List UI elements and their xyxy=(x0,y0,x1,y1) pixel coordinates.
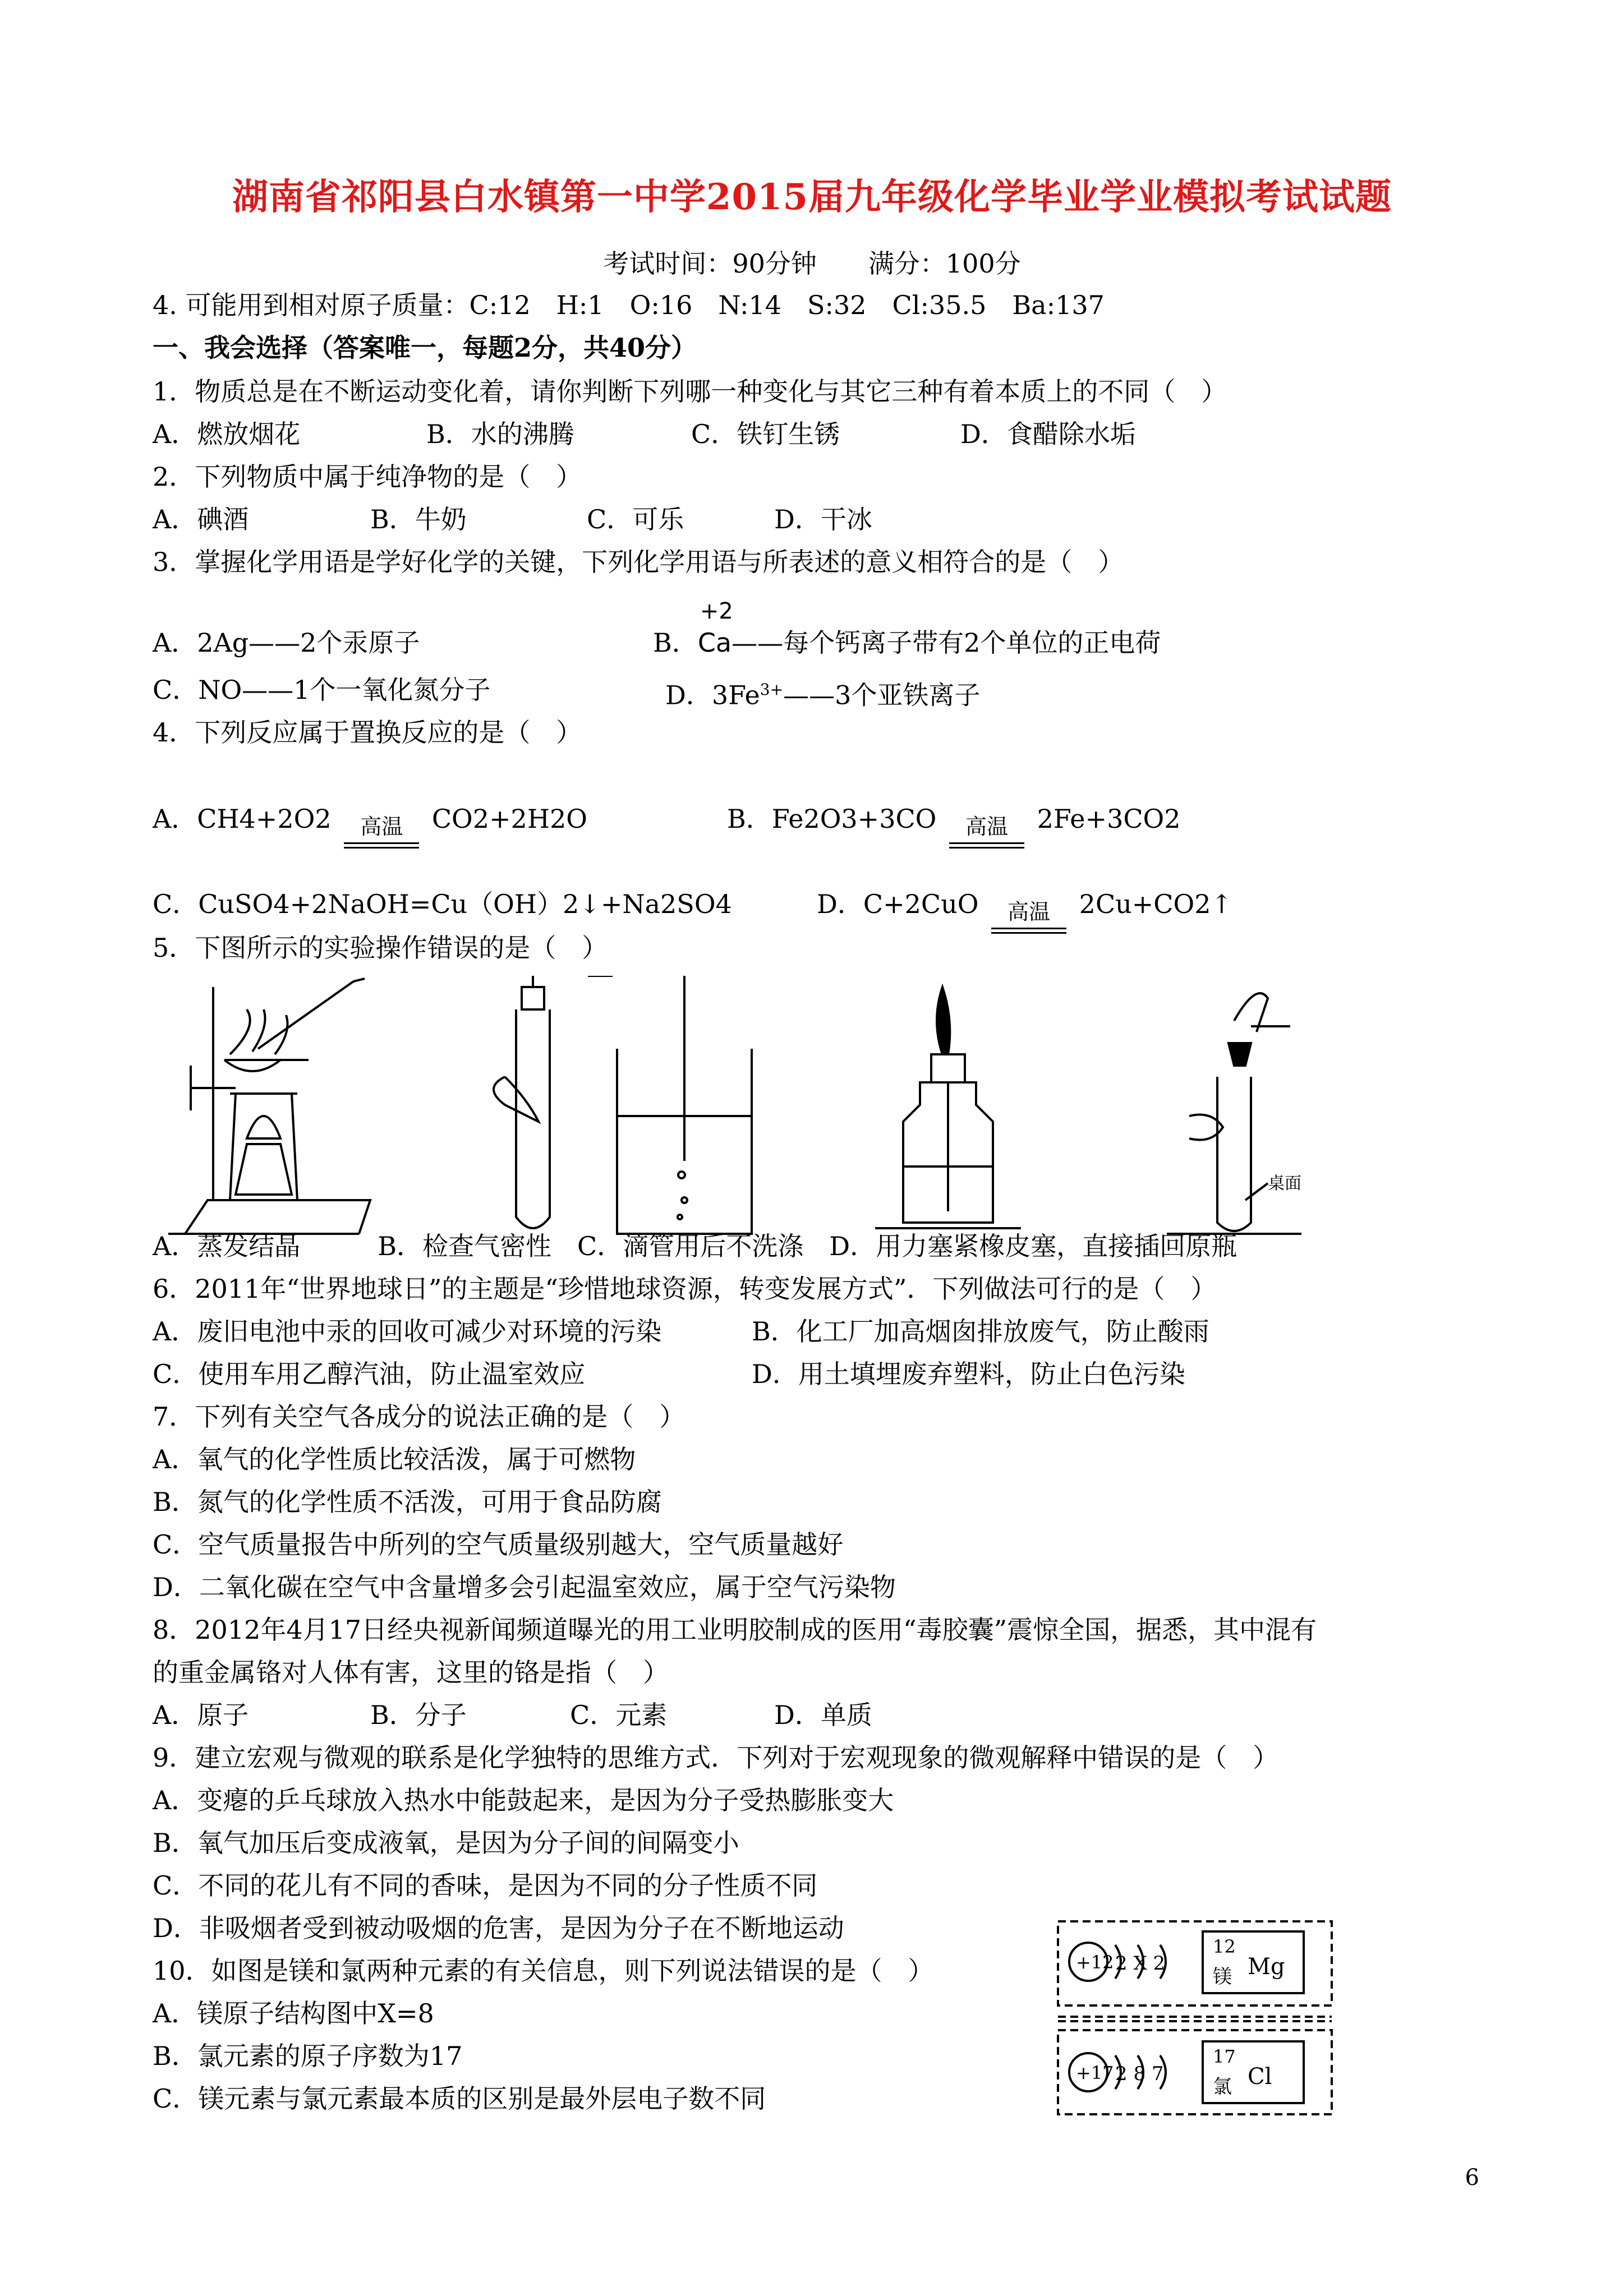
q10-element-diagram xyxy=(1055,1918,1335,2120)
q1-option-c: C．铁钉生锈 xyxy=(691,419,840,449)
q7-option-a: A．氧气的化学性质比较活泼，属于可燃物 xyxy=(153,1444,636,1474)
q2-stem: 2．下列物质中属于纯净物的是（ ） xyxy=(153,462,582,492)
q4-option-c: C．CuSO4+2NaOH=Cu（OH）2↓+Na2SO4 xyxy=(153,889,732,919)
exam-title: 湖南省祁阳县白水镇第一中学2015届九年级化学毕业学业模拟考试试题 xyxy=(232,176,1392,218)
cl-number: 17 xyxy=(1213,2046,1236,2067)
q4-d-cond-line2 xyxy=(991,932,1066,934)
exam-info: 考试时间：90分钟 满分：100分 xyxy=(603,248,1021,279)
mg-name: 镁 xyxy=(1213,1966,1232,1988)
q10-stem: 10．如图是镁和氯两种元素的有关信息，则下列说法错误的是（ ） xyxy=(153,1956,934,1986)
q9-option-c: C．不同的花儿有不同的香味，是因为不同的分子性质不同 xyxy=(153,1870,818,1901)
dropper-bottle-icon xyxy=(875,987,1021,1228)
mg-number: 12 xyxy=(1213,1936,1236,1957)
q4-d-cond-text: 高温 xyxy=(1007,900,1051,924)
q4-option-b xyxy=(727,802,1181,839)
q4-option-d xyxy=(817,887,1233,924)
q6-option-b: B．化工厂加高烟囱排放废气，防止酸雨 xyxy=(752,1316,1209,1347)
q9-option-a: A．变瘪的乒乓球放入热水中能鼓起来，是因为分子受热膨胀变大 xyxy=(153,1785,894,1815)
q4-d-left: D．C+2CuO xyxy=(817,889,979,919)
cl-shells-text: 2 8 7 xyxy=(1115,2063,1164,2085)
cl-symbol: Cl xyxy=(1248,2064,1272,2090)
q5-stem: 5．下图所示的实验操作错误的是（ ） xyxy=(153,933,608,963)
q4-d-right: 2Cu+CO2↑ xyxy=(1079,889,1233,919)
q6-option-d: D．用土填埋废弃塑料，防止白色污染 xyxy=(752,1359,1185,1389)
q3-calcium-symbol: Ca xyxy=(697,628,732,658)
q4-a-cond-text: 高温 xyxy=(360,814,403,839)
q5-desk-label: 桌面 xyxy=(1268,1174,1301,1193)
q8-option-c: C．元素 xyxy=(570,1700,668,1730)
evaporation-apparatus-icon xyxy=(168,979,370,1234)
q2-option-d: D．干冰 xyxy=(774,504,872,534)
q4-a-right: CO2+2H2O xyxy=(431,804,587,834)
page-number: 6 xyxy=(1465,2165,1479,2191)
cl-name: 氯 xyxy=(1213,2076,1232,2098)
q4-a-cond-line2 xyxy=(344,847,419,849)
q6-option-a: A．废旧电池中汞的回收可减少对环境的污染 xyxy=(153,1316,662,1347)
q5-options: A．蒸发结晶 B．检查气密性 C．滴管用后不洗涤 D．用力塞紧橡皮塞，直接插回原瓶 xyxy=(153,1231,1237,1261)
q4-b-cond-text: 高温 xyxy=(965,814,1009,839)
q3-option-d-post: ——3个亚铁离子 xyxy=(783,680,981,711)
q10-option-a: A．镁原子结构图中X=8 xyxy=(153,1998,434,2028)
mg-shells-text: 2 X 2 xyxy=(1115,1952,1166,1975)
atomic-masses: 4. 可能用到相对原子质量：C:12 H:1 O:16 N:14 S:32 Cl:35.5 Ba:137 xyxy=(153,290,1105,320)
cl-nucleus-text: +17 xyxy=(1076,2062,1114,2083)
q1-option-b: B．水的沸腾 xyxy=(426,419,574,449)
q4-d-cond-line xyxy=(991,928,1066,929)
q3-option-b-text: ——每个钙离子带有2个单位的正电荷 xyxy=(732,628,1161,658)
q3-option-d-pre: D．3Fe xyxy=(665,680,760,711)
q6-option-c: C．使用车用乙醇汽油，防止温室效应 xyxy=(153,1359,586,1389)
q3-option-d-sup: 3+ xyxy=(760,680,784,699)
q7-option-c: C．空气质量报告中所列的空气质量级别越大，空气质量越好 xyxy=(153,1529,844,1560)
section-heading: 一、我会选择（答案唯一，每题2分，共40分） xyxy=(153,333,697,363)
q8-option-d: D．单质 xyxy=(774,1700,872,1730)
q4-b-right: 2Fe+3CO2 xyxy=(1037,804,1181,834)
q2-option-b: B．牛奶 xyxy=(370,504,467,534)
q9-option-b: B．氧气加压后变成液氧，是因为分子间的间隔变小 xyxy=(153,1828,739,1858)
q4-b-cond-line2 xyxy=(949,847,1024,849)
q3-option-b-label: B． xyxy=(653,628,698,658)
q7-option-d: D．二氧化碳在空气中含量增多会引起温室效应，属于空气污染物 xyxy=(153,1572,896,1602)
airtightness-check-icon xyxy=(494,976,752,1234)
q7-stem: 7．下列有关空气各成分的说法正确的是（ ） xyxy=(153,1401,686,1432)
q2-option-a: A．碘酒 xyxy=(153,504,249,534)
q6-stem: 6．2011年“世界地球日”的主题是“珍惜地球资源，转变发展方式”．下列做法可行的是（ ） xyxy=(153,1274,1217,1304)
q4-b-cond-line xyxy=(949,842,1024,844)
q10-option-b: B．氯元素的原子序数为17 xyxy=(153,2041,463,2071)
stopper-tube-icon xyxy=(1167,993,1301,1234)
q4-stem: 4．下列反应属于置换反应的是（ ） xyxy=(153,717,582,748)
mg-symbol: Mg xyxy=(1248,1954,1285,1980)
q9-option-d: D．非吸烟者受到被动吸烟的危害，是因为分子在不断地运动 xyxy=(153,1913,844,1943)
q7-option-b: B．氮气的化学性质不活泼，可用于食品防腐 xyxy=(153,1487,662,1517)
q3-option-b xyxy=(653,598,1161,660)
q3-option-c: C．NO——1个一氧化氮分子 xyxy=(153,675,491,705)
mg-nucleus-text: +12 xyxy=(1076,1952,1114,1973)
q4-b-left: B．Fe2O3+3CO xyxy=(727,804,937,834)
q4-a-left: A．CH4+2O2 xyxy=(153,804,332,834)
q5-experiment-figures xyxy=(168,976,1346,1245)
q3-valence-symbol xyxy=(697,598,733,660)
q9-stem: 9．建立宏观与微观的联系是化学独特的思维方式．下列对于宏观现象的微观解释中错误的是（ ） xyxy=(153,1742,1279,1773)
q2-option-c: C．可乐 xyxy=(587,504,684,534)
q8-stem-line2: 的重金属铬对人体有害，这里的铬是指（ ） xyxy=(153,1657,669,1688)
q1-stem: 1．物质总是在不断运动变化着，请你判断下列哪一种变化与其它三种有着本质上的不同（ ） xyxy=(153,376,1227,407)
q10-option-c: C．镁元素与氯元素最本质的区别是最外层电子数不同 xyxy=(153,2083,766,2114)
q1-option-a: A．燃放烟花 xyxy=(153,419,301,449)
q8-option-a: A．原子 xyxy=(153,1700,249,1730)
q4-a-cond-line xyxy=(344,842,419,844)
q1-option-d: D．食醋除水垢 xyxy=(960,419,1136,449)
q8-option-b: B．分子 xyxy=(370,1700,467,1730)
q3-option-a: A．2Ag——2个汞原子 xyxy=(153,628,420,658)
q3-option-d xyxy=(665,673,980,712)
q3-stem: 3．掌握化学用语是学好化学的关键，下列化学用语与所表述的意义相符合的是（ ） xyxy=(153,547,1124,577)
q8-stem-line1: 8．2012年4月17日经央视新闻频道曝光的用工业明胶制成的医用“毒胶囊”震惊全国，据悉，其中混有 xyxy=(153,1615,1317,1645)
q4-option-a xyxy=(153,802,587,839)
q3-valence-sup: +2 xyxy=(700,598,733,624)
